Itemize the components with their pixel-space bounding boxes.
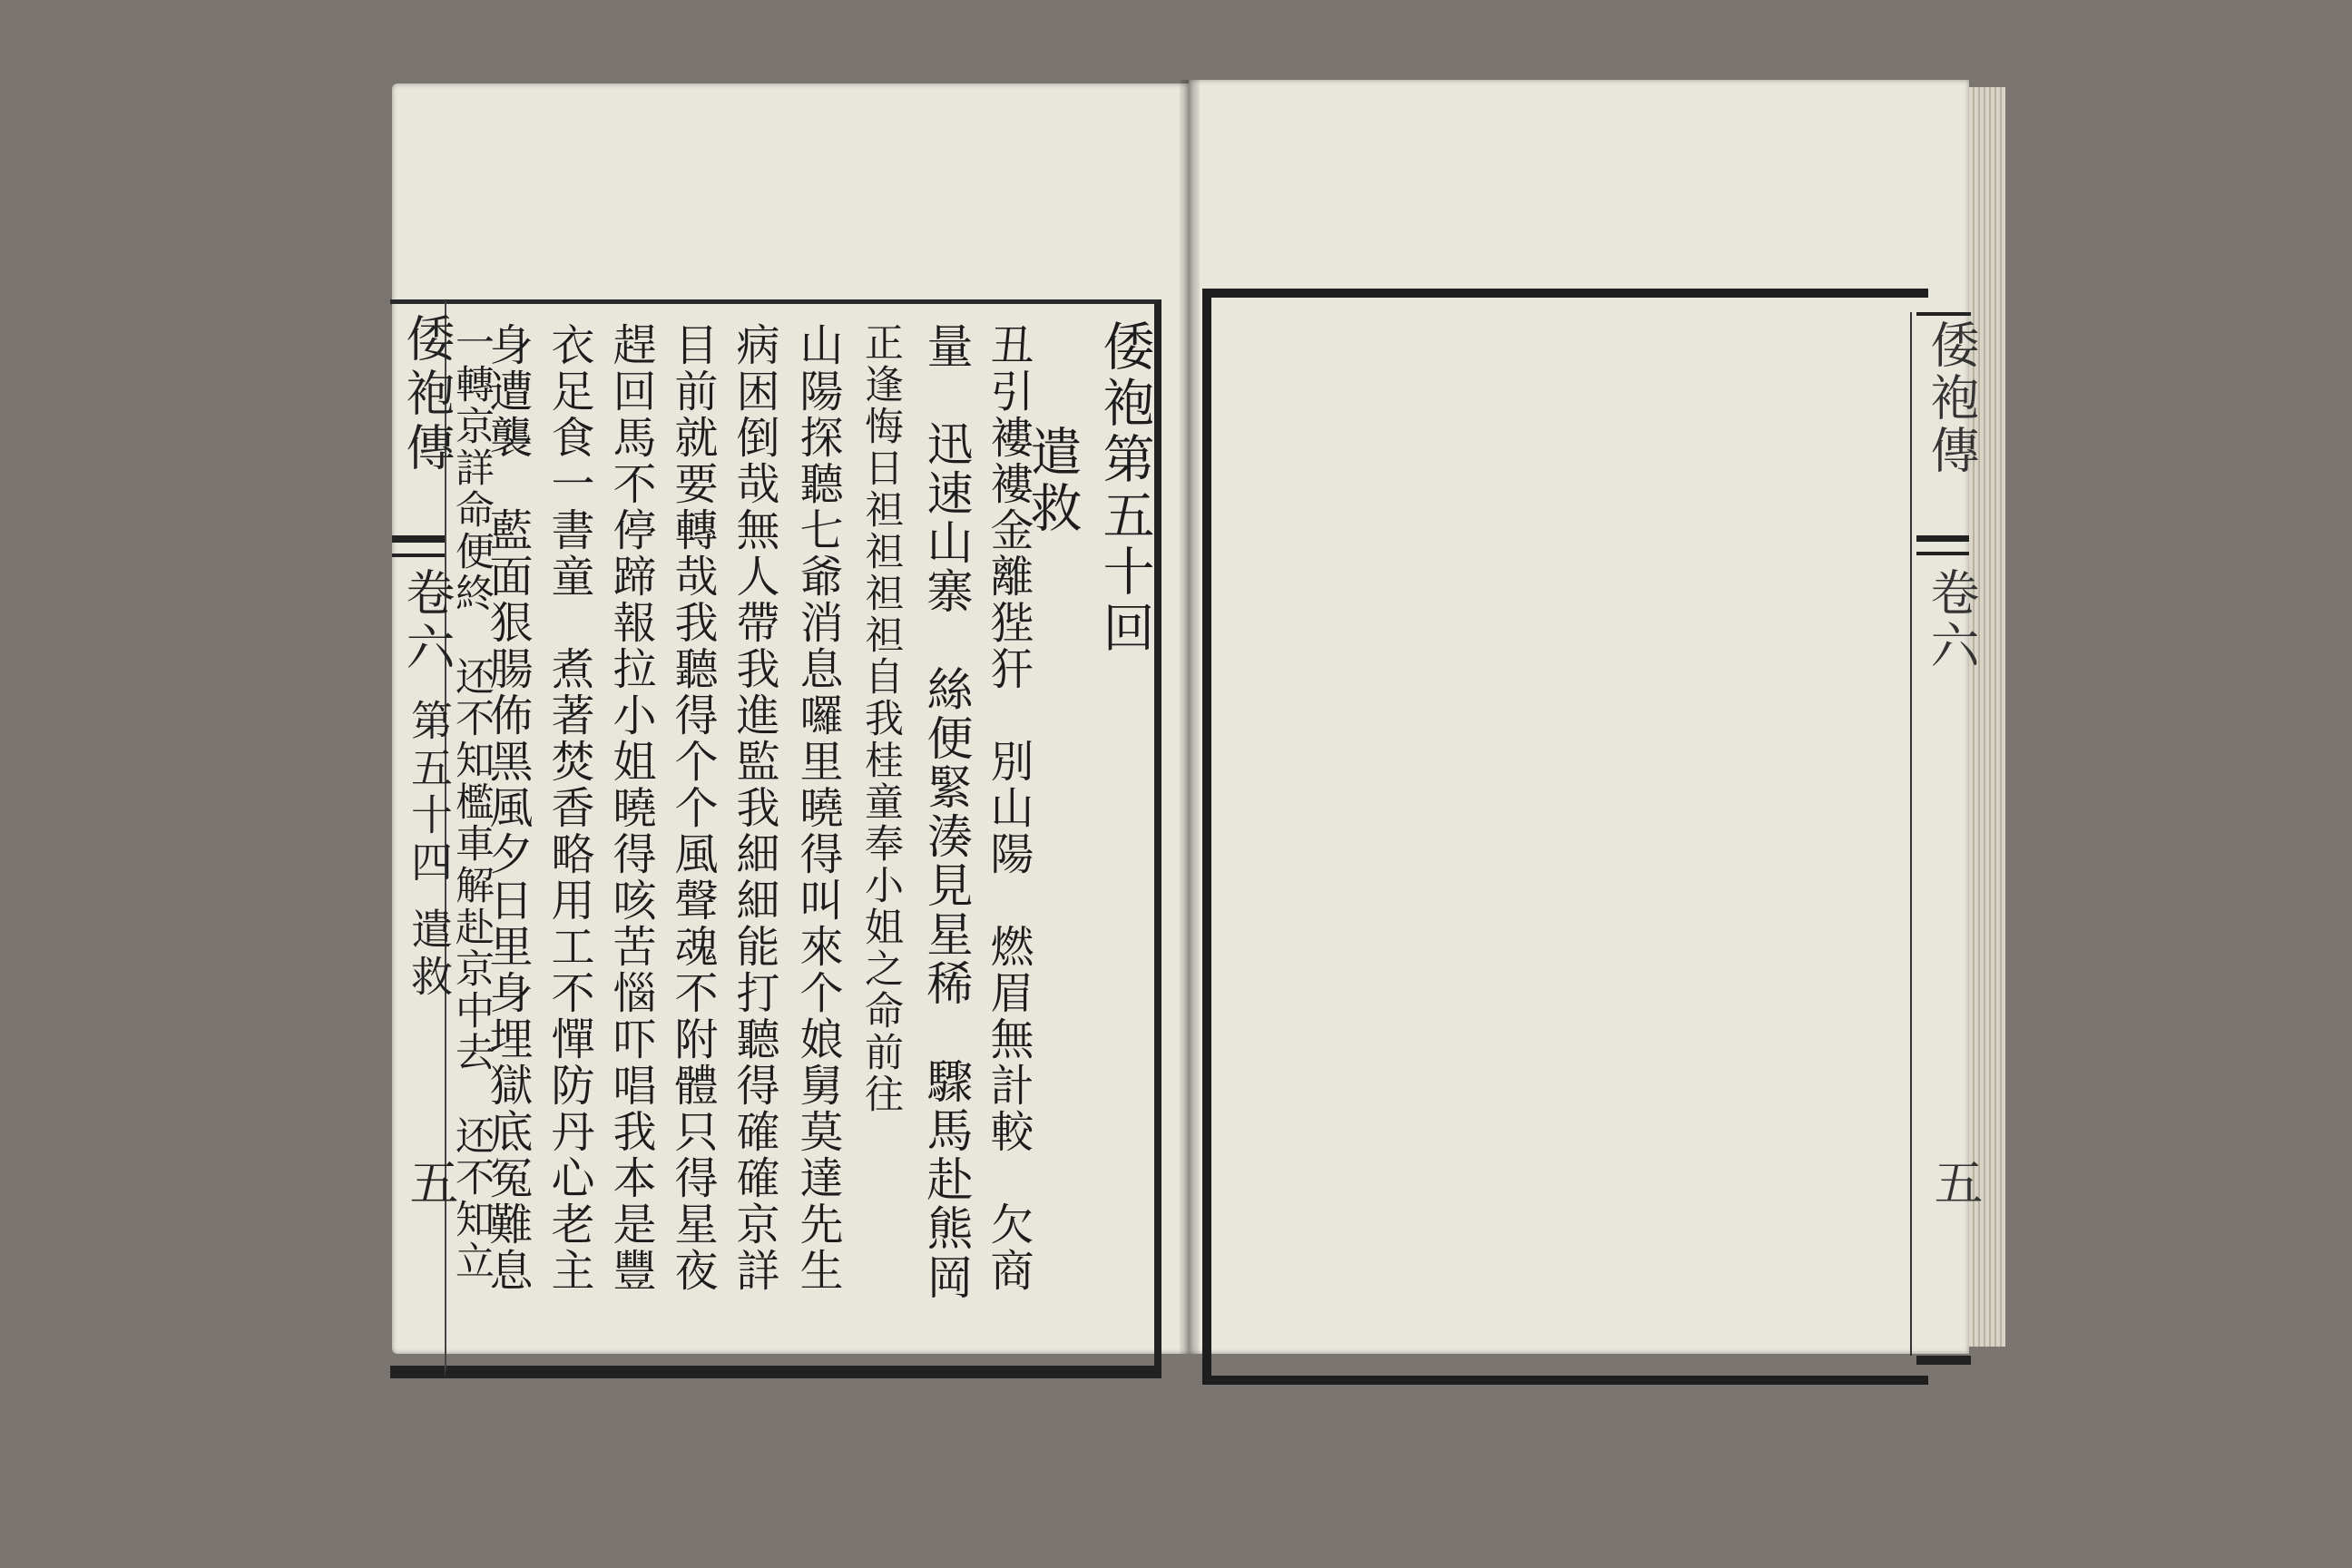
section-title: 遣救 xyxy=(1022,425,1082,537)
right-margin-book-title: 倭袍傳 xyxy=(1923,319,1980,477)
margin-chapter: 第五十四 xyxy=(405,699,454,887)
text-column: 衣足食一書童 煮著焚香略用工不憚防丹心老主 xyxy=(544,322,594,1294)
right-margin-leaf-number: 五 xyxy=(1926,1157,1984,1210)
right-frame-rule xyxy=(1910,312,1912,1356)
text-column: 丑引褸褸金離狴犴 別山陽 燃眉無計較 欠商 xyxy=(983,322,1034,1294)
text-column: 一轉京詳命便終 还不知檻車解赴京中去 还不知立 xyxy=(449,322,495,1282)
text-column: 病困倒哉無人帶我進監我細細能打聽得確確京詳 xyxy=(729,322,779,1294)
right-margin-top-rule xyxy=(1916,312,1971,316)
margin-chapter-title: 遣救 xyxy=(405,907,454,1002)
text-column: 趕回馬不停蹄報拉小姐曉得咳苦惱吓唱我本是豐 xyxy=(605,322,656,1294)
margin-volume: 卷六 xyxy=(398,567,456,676)
margin-leaf-number: 五 xyxy=(402,1157,459,1211)
text-column: 身遭襲 藍面狠腸佈黑風夕日里身埋獄底冤難息 xyxy=(482,322,533,1294)
right-fishtail-mark xyxy=(1916,535,1969,561)
right-text-frame xyxy=(1202,289,1928,1385)
text-column: 山陽探聽七爺消息囉里曉得叫來个娘舅莫達先生 xyxy=(792,322,843,1294)
text-column: 正逢悔日𥘵𥘵𥘵𥘵自我桂童奉小姐之命前往 xyxy=(858,322,904,1115)
text-column: 量 迅速山寨 絲便緊湊見星稀 驟馬赴熊岡 xyxy=(918,322,972,1302)
right-margin-bottom-rule xyxy=(1916,1356,1971,1365)
right-margin-volume: 卷六 xyxy=(1923,567,1980,672)
text-column: 目前就要轉哉我聽得个个風聲魂不附體只得星夜 xyxy=(667,322,718,1294)
margin-book-title: 倭袍傳 xyxy=(398,313,456,476)
left-fishtail-mark xyxy=(392,535,445,563)
book-gutter xyxy=(1180,80,1200,1354)
chapter-heading: 倭袍第五十回 xyxy=(1094,319,1154,657)
